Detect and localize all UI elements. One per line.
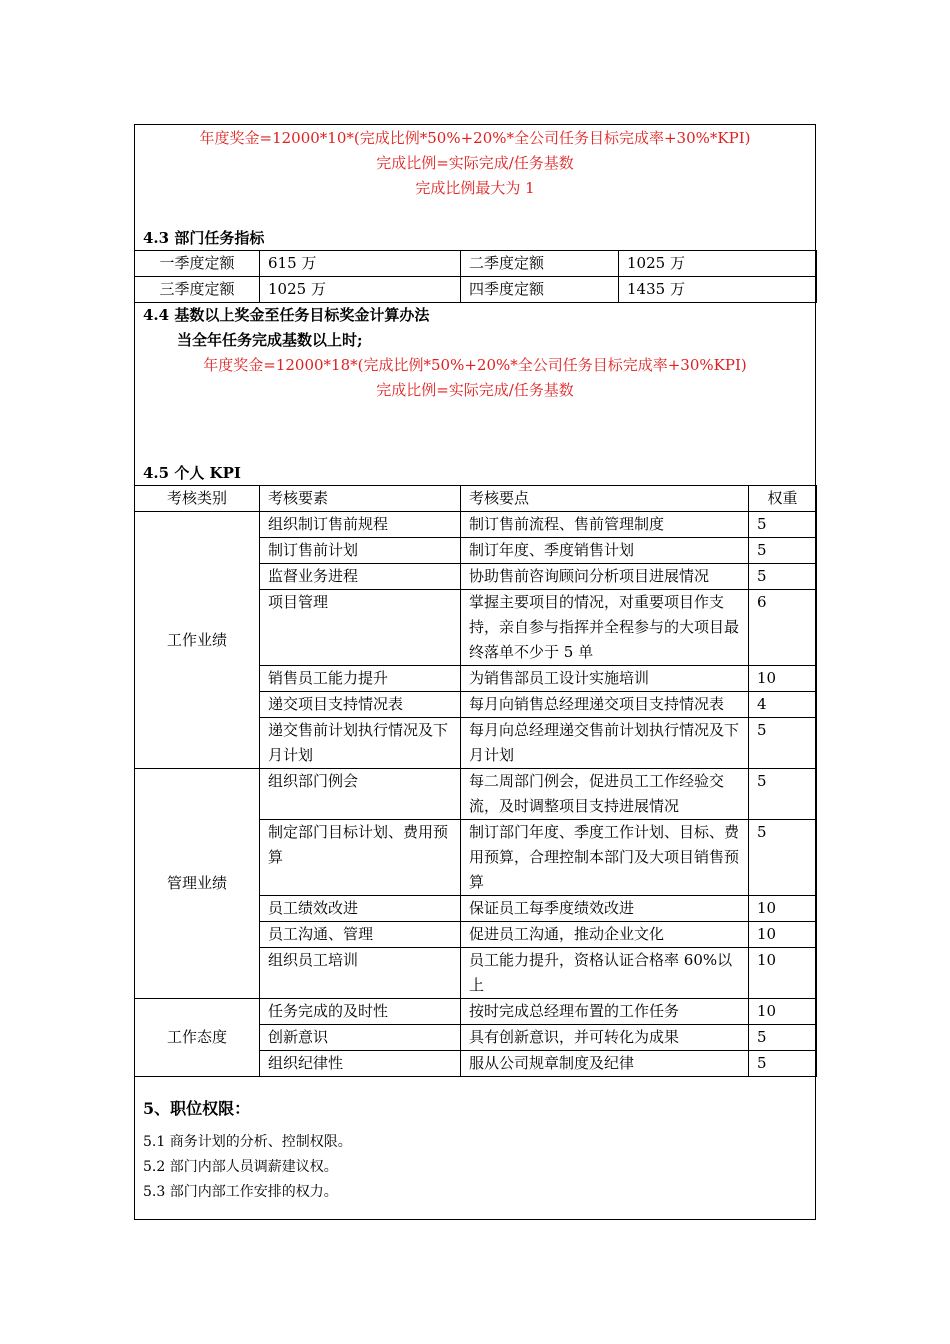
kpi-element: 制定部门目标计划、费用预算 bbox=[260, 820, 461, 896]
quota-label: 一季度定额 bbox=[135, 251, 260, 277]
kpi-weight: 5 bbox=[749, 1025, 817, 1051]
kpi-element: 制订售前计划 bbox=[260, 538, 461, 564]
kpi-point: 每二周部门例会，促进员工工作经验交流，及时调整项目支持进展情况 bbox=[461, 769, 749, 820]
kpi-weight: 10 bbox=[749, 922, 817, 948]
section-44-condition: 当全年任务完成基数以上时; bbox=[177, 331, 363, 349]
kpi-element: 任务完成的及时性 bbox=[260, 999, 461, 1025]
kpi-point: 每月向总经理递交售前计划执行情况及下月计划 bbox=[461, 718, 749, 769]
table-row bbox=[135, 999, 817, 1025]
section-5-title: 5、职位权限： bbox=[143, 1099, 251, 1118]
kpi-element: 组织部门例会 bbox=[260, 769, 461, 820]
kpi-element: 组织员工培训 bbox=[260, 948, 461, 999]
table-row bbox=[135, 512, 817, 538]
quota-label: 三季度定额 bbox=[135, 277, 260, 303]
kpi-point: 员工能力提升，资格认证合格率 60%以上 bbox=[461, 948, 749, 999]
kpi-weight: 6 bbox=[749, 590, 817, 666]
kpi-header-element: 考核要素 bbox=[260, 486, 461, 512]
quota-label: 四季度定额 bbox=[461, 277, 619, 303]
section-43-title: 4.3 部门任务指标 bbox=[143, 229, 265, 247]
section-44-title: 4.4 基数以上奖金至任务目标奖金计算办法 bbox=[143, 306, 430, 324]
section-45-title: 4.5 个人 KPI bbox=[143, 464, 241, 482]
kpi-category: 管理业绩 bbox=[135, 769, 260, 999]
kpi-point: 按时完成总经理布置的工作任务 bbox=[461, 999, 749, 1025]
kpi-element: 递交项目支持情况表 bbox=[260, 692, 461, 718]
kpi-weight: 5 bbox=[749, 718, 817, 769]
kpi-point: 促进员工沟通，推动企业文化 bbox=[461, 922, 749, 948]
completion-ratio-line-2: 完成比例=实际完成/任务基数 bbox=[376, 381, 574, 399]
kpi-point: 制订售前流程、售前管理制度 bbox=[461, 512, 749, 538]
authority-item: 5.1 商务计划的分析、控制权限。 bbox=[143, 1134, 352, 1150]
kpi-weight: 5 bbox=[749, 769, 817, 820]
kpi-header-category: 考核类别 bbox=[135, 486, 260, 512]
kpi-table bbox=[134, 485, 817, 1077]
quota-label: 二季度定额 bbox=[461, 251, 619, 277]
bonus-formula-line: 年度奖金=12000*10*(完成比例*50%+20%*全公司任务目标完成率+30%*KPI) bbox=[199, 129, 751, 147]
document-frame bbox=[134, 124, 816, 1220]
quota-value: 1025 万 bbox=[260, 277, 461, 303]
kpi-weight: 4 bbox=[749, 692, 817, 718]
kpi-element: 员工沟通、管理 bbox=[260, 922, 461, 948]
kpi-element: 员工绩效改进 bbox=[260, 896, 461, 922]
bonus-formula-18-line: 年度奖金=12000*18*(完成比例*50%+20%*全公司任务目标完成率+30%KPI) bbox=[203, 356, 747, 374]
kpi-weight: 10 bbox=[749, 999, 817, 1025]
quota-table bbox=[134, 250, 817, 303]
kpi-point: 制订部门年度、季度工作计划、目标、费用预算，合理控制本部门及大项目销售预算 bbox=[461, 820, 749, 896]
quota-row bbox=[135, 251, 817, 277]
kpi-header-weight: 权重 bbox=[749, 486, 817, 512]
kpi-point: 服从公司规章制度及纪律 bbox=[461, 1051, 749, 1077]
kpi-weight: 5 bbox=[749, 538, 817, 564]
kpi-category: 工作业绩 bbox=[135, 512, 260, 769]
kpi-header-row bbox=[135, 486, 817, 512]
kpi-point: 每月向销售总经理递交项目支持情况表 bbox=[461, 692, 749, 718]
kpi-weight: 10 bbox=[749, 948, 817, 999]
kpi-element: 组织纪律性 bbox=[260, 1051, 461, 1077]
authority-item: 5.2 部门内部人员调薪建议权。 bbox=[143, 1159, 338, 1175]
kpi-element: 递交售前计划执行情况及下月计划 bbox=[260, 718, 461, 769]
quota-value: 615 万 bbox=[260, 251, 461, 277]
kpi-point: 为销售部员工设计实施培训 bbox=[461, 666, 749, 692]
kpi-header-point: 考核要点 bbox=[461, 486, 749, 512]
authority-item: 5.3 部门内部工作安排的权力。 bbox=[143, 1184, 338, 1200]
kpi-element: 销售员工能力提升 bbox=[260, 666, 461, 692]
kpi-element: 监督业务进程 bbox=[260, 564, 461, 590]
table-row bbox=[135, 769, 817, 820]
kpi-weight: 5 bbox=[749, 1051, 817, 1077]
quota-value: 1435 万 bbox=[619, 277, 817, 303]
completion-max-line: 完成比例最大为 1 bbox=[415, 179, 535, 197]
kpi-weight: 10 bbox=[749, 666, 817, 692]
quota-value: 1025 万 bbox=[619, 251, 817, 277]
kpi-point: 制订年度、季度销售计划 bbox=[461, 538, 749, 564]
kpi-weight: 5 bbox=[749, 564, 817, 590]
kpi-category: 工作态度 bbox=[135, 999, 260, 1077]
quota-row bbox=[135, 277, 817, 303]
kpi-element: 创新意识 bbox=[260, 1025, 461, 1051]
kpi-weight: 10 bbox=[749, 896, 817, 922]
kpi-point: 掌握主要项目的情况，对重要项目作支持，亲自参与指挥并全程参与的大项目最终落单不少于 5 单 bbox=[461, 590, 749, 666]
kpi-point: 具有创新意识，并可转化为成果 bbox=[461, 1025, 749, 1051]
kpi-element: 组织制订售前规程 bbox=[260, 512, 461, 538]
kpi-element: 项目管理 bbox=[260, 590, 461, 666]
kpi-weight: 5 bbox=[749, 512, 817, 538]
kpi-weight: 5 bbox=[749, 820, 817, 896]
kpi-point: 协助售前咨询顾问分析项目进展情况 bbox=[461, 564, 749, 590]
kpi-point: 保证员工每季度绩效改进 bbox=[461, 896, 749, 922]
completion-ratio-line: 完成比例=实际完成/任务基数 bbox=[376, 154, 574, 172]
